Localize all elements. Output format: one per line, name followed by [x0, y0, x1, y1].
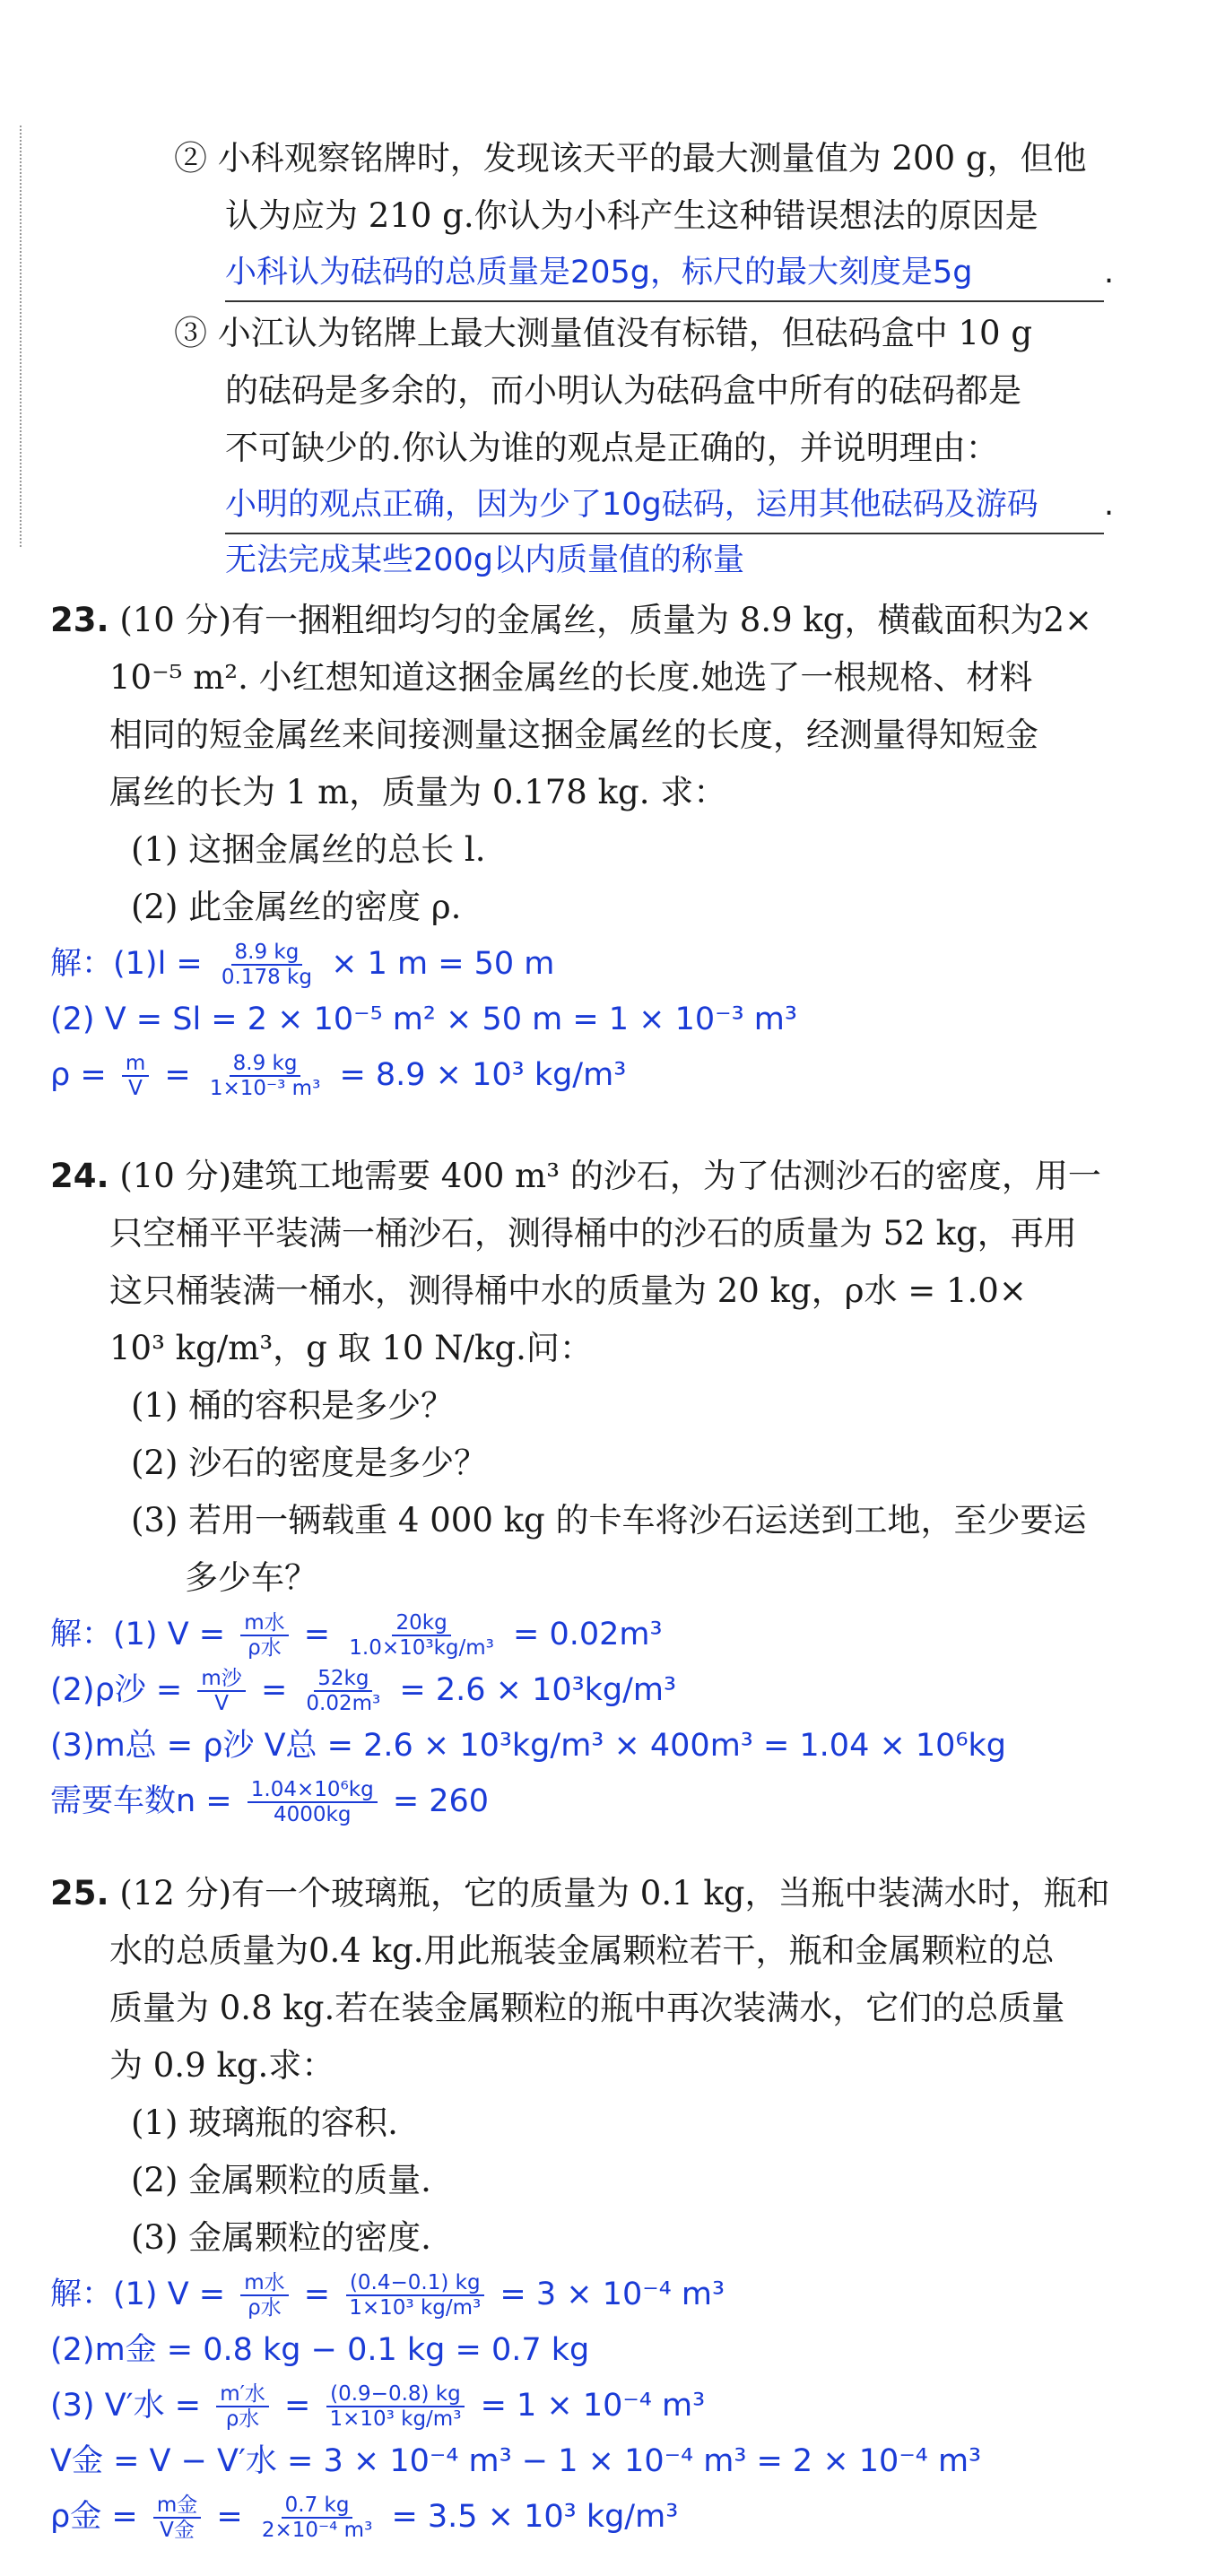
text-line: (10 分)建筑工地需要 400 m³ 的沙石，为了估测沙石的密度，用一 [119, 1157, 1101, 1195]
solution-line: (2) V = Sl = 2 × 10⁻⁵ m² × 50 m = 1 × 10⁻³ m³ [50, 1002, 797, 1037]
text-line: 10⁻⁵ m². 小红想知道这捆金属丝的长度.她选了一根规格、材料 [109, 658, 1033, 697]
solution-line: ρ金 = $\frac{\text{m金}}{\text{V金}}$ = $\frac{0.7 kg}{\text{2×10⁻⁴ m³}}$ = 3.5 × 10³ kg/m³ [50, 2494, 679, 2542]
text-line: 这只桶装满一桶水，测得桶中水的质量为 20 kg，ρ水 = 1.0× [109, 1271, 1027, 1310]
sub-question: (1) 这捆金属丝的总长 l. [131, 830, 486, 869]
question-number: 25. [50, 1874, 109, 1912]
solution-line: 需要车数n = $\frac{\text{1.04×10⁶kg}}{4000kg}$ = 260 [50, 1778, 490, 1826]
answer-blank: 小科认为砝码的总质量是205g，标尺的最大刻度是5g [225, 245, 1104, 302]
margin-dotted-line [20, 126, 22, 547]
text-line: 质量为 0.8 kg.若在装金属颗粒的瓶中再次装满水，它们的总质量 [109, 1989, 1065, 2027]
answer-blank: 无法完成某些200g以内质量值的称量 [225, 542, 745, 578]
q22-part2 [50, 130, 1126, 300]
text-line: 的砝码是多余的，而小明认为砝码盒中所有的砝码都是 [225, 371, 1021, 410]
answer-line: 小明的观点正确，因为少了10g砝码，运用其他砝码及游码 . [50, 477, 1126, 533]
solution-line: 解：(1) V = $\frac{\text{m水}}{\text{ρ水}}$ = $\frac{20kg}{\text{1.0×10³kg/m³}}$ = 0.02m³ [50, 1611, 663, 1660]
text-line: 10³ kg/m³，g 取 10 N/kg.问： [109, 1329, 593, 1367]
solution-line: 解：(1)l = $\frac{8.9 kg}{0.178 kg}$ × 1 m = 50 m [50, 941, 555, 989]
question-25 [50, 1865, 1126, 2545]
text-line: 为 0.9 kg.求： [109, 2046, 335, 2085]
sub-question-cont: 多少车？ [185, 1558, 317, 1597]
fraction: $\frac{8.9 kg}{0.178 kg}$ [221, 941, 312, 989]
question-23 [50, 592, 1126, 1103]
sub-question: (1) 玻璃瓶的容积. [131, 2103, 398, 2142]
sub-question: (3) 金属颗粒的密度. [131, 2218, 431, 2257]
solution-line: (2)ρ沙 = $\frac{\text{m沙}}{V}$ = $\frac{52kg}{\text{0.02m³}}$ = 2.6 × 10³kg/m³ [50, 1667, 677, 1715]
text-line: 相同的短金属丝来间接测量这捆金属丝的长度，经测量得知短金 [109, 716, 1038, 754]
solution-line: 解：(1) V = $\frac{\text{m水}}{\text{ρ水}}$ = $\frac{(0.4-0.1) kg}{\text{1×10³ kg/m³}}$ = 3 × 10⁻⁴ m³ [50, 2271, 725, 2320]
answer-blank: 小明的观点正确，因为少了10g砝码，运用其他砝码及游码 [225, 477, 1104, 534]
question-number: 23. [50, 601, 109, 639]
answer-line [50, 533, 1126, 588]
sub-question: (3) 若用一辆载重 4 000 kg 的卡车将沙石运送到工地，至少要运 [131, 1501, 1087, 1540]
text-line: (10 分)有一捆粗细均匀的金属丝，质量为 8.9 kg，横截面积为2× [119, 601, 1093, 639]
sub-question: (1) 桶的容积是多少？ [131, 1386, 455, 1425]
solution-line: ρ = $\frac{m}{V}$ = $\frac{8.9 kg}{\text{1×10⁻³ m³}}$ = 8.9 × 10³ kg/m³ [50, 1052, 627, 1100]
question-number: 24. [50, 1157, 109, 1195]
sub-question: (2) 金属颗粒的质量. [131, 2161, 431, 2199]
text-line: 认为应为 210 g.你认为小科产生这种错误想法的原因是 [225, 196, 1038, 235]
solution-line: (3)m总 = ρ沙 V总 = 2.6 × 10³kg/m³ × 400m³ = 1.04 × 10⁶kg [50, 1728, 1006, 1764]
q22-part3 [50, 305, 1126, 588]
sub-question: (2) 沙石的密度是多少？ [131, 1444, 488, 1482]
fraction: $\frac{m}{V}$ [122, 1052, 149, 1100]
text-line: ③ 小江认为铭牌上最大测量值没有标错，但砝码盒中 10 g [174, 314, 1033, 352]
solution-line: (2)m金 = 0.8 kg − 0.1 kg = 0.7 kg [50, 2332, 590, 2368]
text-line: ② 小科观察铭牌时，发现该天平的最大测量值为 200 g，但他 [174, 139, 1087, 178]
text-line: 只空桶平平装满一桶沙石，测得桶中的沙石的质量为 52 kg，再用 [109, 1214, 1077, 1253]
text-line: (12 分)有一个玻璃瓶，它的质量为 0.1 kg，当瓶中装满水时，瓶和 [119, 1874, 1110, 1912]
solution-line: V金 = V − V′水 = 3 × 10⁻⁴ m³ − 1 × 10⁻⁴ m³ = 2 × 10⁻⁴ m³ [50, 2443, 982, 2479]
text-line: 水的总质量为0.4 kg.用此瓶装金属颗粒若干，瓶和金属颗粒的总 [109, 1931, 1055, 1970]
text-line: 属丝的长为 1 m，质量为 0.178 kg. 求： [109, 773, 727, 811]
solution-line: (3) V′水 = $\frac{\text{m′水}}{\text{ρ水}}$ = $\frac{(0.9-0.8) kg}{\text{1×10³ kg/m³}}$ = 1 × 10⁻⁴ m³ [50, 2382, 706, 2431]
text-line: 不可缺少的.你认为谁的观点是正确的，并说明理由： [225, 429, 999, 467]
question-24 [50, 1148, 1126, 1829]
fraction: $\frac{8.9 kg}{\text{1×10⁻³ m³}}$ [209, 1052, 321, 1100]
answer-line: 小科认为砝码的总质量是205g，标尺的最大刻度是5g . [50, 245, 1126, 300]
sub-question: (2) 此金属丝的密度 ρ. [131, 888, 462, 926]
